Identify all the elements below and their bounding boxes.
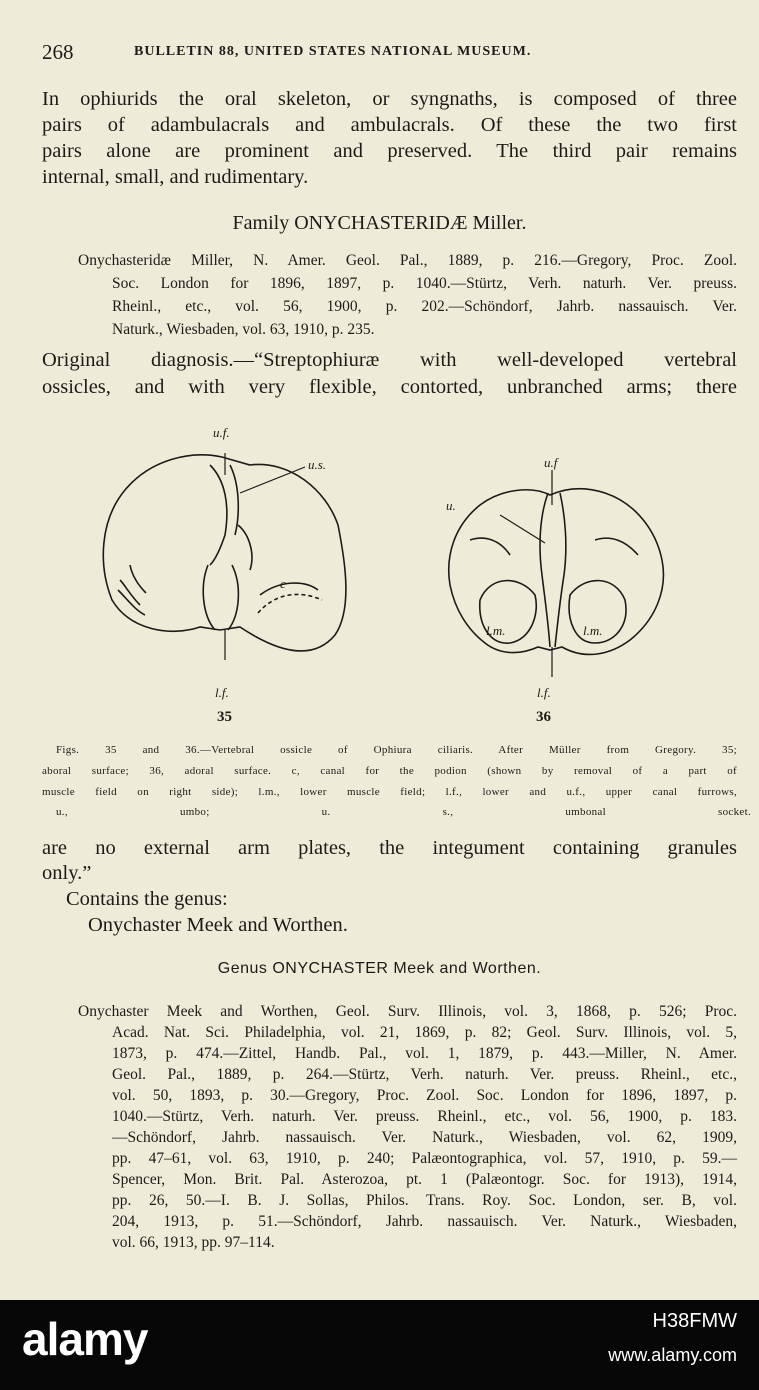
synonymy-line: Naturk., Wiesbaden, vol. 63, 1910, p. 235. xyxy=(112,321,375,338)
genus-synonymy-line: 1873, p. 474.—Zittel, Handb. Pal., vol. 1, 1879, p. 443.—Miller, N. Amer. xyxy=(112,1045,737,1062)
intro-line: pairs alone are prominent and preserved. The third pair remains xyxy=(42,140,737,162)
vertebral-ossicle-figures xyxy=(90,415,690,735)
genus-synonymy-line: vol. 66, 1913, pp. 97–114. xyxy=(112,1234,275,1251)
fig36-label-lm-left: l.m. xyxy=(486,623,506,638)
genus-synonymy-line: vol. 50, 1893, p. 30.—Gregory, Proc. Zool. Soc. London for 1896, 1897, p. xyxy=(112,1087,737,1104)
genus-synonymy-line: Acad. Nat. Sci. Philadelphia, vol. 21, 1869, p. 82; Geol. Surv. Illinois, vol. 5, xyxy=(112,1024,737,1041)
contains-genus-label: Contains the genus: xyxy=(66,888,228,910)
diagnosis-end-line: are no external arm plates, the integument containing granules xyxy=(42,837,737,859)
genus-synonymy-line: Onychaster Meek and Worthen, Geol. Surv. Illinois, vol. 3, 1868, p. 526; Proc. xyxy=(78,1003,737,1020)
page-number: 268 xyxy=(42,40,74,64)
figure-caption-line: aboral surface; 36, adoral surface. c, canal for the podion (shown by removal of a part of xyxy=(42,765,737,777)
synonymy-line: Soc. London for 1896, 1897, p. 1040.—Stürtz, Verh. naturh. Ver. preuss. xyxy=(112,275,737,292)
figure-35-drawing xyxy=(103,453,346,660)
intro-line: In ophiurids the oral skeleton, or syngnaths, is composed of three xyxy=(42,88,737,110)
diagnosis-end-line: only.” xyxy=(42,862,92,884)
fig35-label-us: u.s. xyxy=(308,457,327,472)
intro-line: internal, small, and rudimentary. xyxy=(42,166,309,188)
synonymy-line: Rheinl., etc., vol. 56, 1900, p. 202.—Schöndorf, Jahrb. nassauisch. Ver. xyxy=(112,298,737,315)
fig36-label-lf: l.f. xyxy=(537,685,551,700)
genus-synonymy-line: —Schöndorf, Jahrb. nassauisch. Ver. Naturk., Wiesbaden, vol. 62, 1909, xyxy=(112,1129,737,1146)
diagnosis-line: Original diagnosis.—“Streptophiuræ with well-developed vertebral xyxy=(42,349,737,371)
family-heading: Family ONYCHASTERIDÆ Miller. xyxy=(232,212,527,234)
fig36-label-lm-right: l.m. xyxy=(583,623,603,638)
genus-synonymy-line: 1040.—Stürtz, Verh. naturh. Ver. preuss. Rheinl., etc., vol. 56, 1900, p. 183. xyxy=(112,1108,737,1125)
genus-synonymy-line: Geol. Pal., 1889, p. 264.—Stürtz, Verh. naturh. Ver. preuss. Rheinl., etc., xyxy=(112,1066,737,1083)
running-title: BULLETIN 88, UNITED STATES NATIONAL MUSEUM. xyxy=(134,44,532,59)
genus-synonymy-line: Spencer, Mon. Brit. Pal. Asterozoa, pt. 1 (Palæontogr. Soc. for 1913), 1914, xyxy=(112,1171,737,1188)
image-id: H38FMW xyxy=(652,1310,737,1332)
genus-heading: Genus ONYCHASTER Meek and Worthen. xyxy=(217,960,542,977)
alamy-logo: alamy xyxy=(22,1313,148,1365)
genus-synonymy-line: pp. 47–61, vol. 63, 1910, p. 240; Palæontographica, vol. 57, 1910, p. 59.— xyxy=(112,1150,737,1167)
figure-36-drawing xyxy=(449,470,664,677)
synonymy-line: Onychasteridæ Miller, N. Amer. Geol. Pal., 1889, p. 216.—Gregory, Proc. Zool. xyxy=(78,252,737,269)
figure-caption-line: Figs. 35 and 36.—Vertebral ossicle of Ophiura ciliaris. After Müller from Gregory. 35; xyxy=(56,744,737,756)
genus-synonymy-line: 204, 1913, p. 51.—Schöndorf, Jahrb. nassauisch. Ver. Naturk., Wiesbaden, xyxy=(112,1213,737,1230)
figure-caption-line: u., umbo; u. s., umbonal socket. xyxy=(56,806,751,818)
fig35-label-uf: u.f. xyxy=(213,425,230,440)
genus-item: Onychaster Meek and Worthen. xyxy=(88,914,348,936)
figure-number-35: 35 xyxy=(217,709,232,725)
fig36-label-u: u. xyxy=(446,498,456,513)
figure-caption-line: muscle field on right side); l.m., lower muscle field; l.f., lower and u.f., upper canal furrows, xyxy=(42,786,737,798)
genus-synonymy-line: pp. 26, 50.—I. B. J. Sollas, Philos. Trans. Roy. Soc. London, ser. B, vol. xyxy=(112,1192,737,1209)
fig35-label-lf: l.f. xyxy=(215,685,229,700)
diagnosis-line: ossicles, and with very flexible, contorted, unbranched arms; there xyxy=(42,376,737,398)
alamy-url: www.alamy.com xyxy=(608,1345,737,1365)
fig35-label-c: c xyxy=(280,576,286,591)
figure-number-36: 36 xyxy=(536,709,551,725)
fig36-label-uf: u.f xyxy=(544,455,558,470)
intro-line: pairs of adambulacrals and ambulacrals. Of these the two first xyxy=(42,114,737,136)
